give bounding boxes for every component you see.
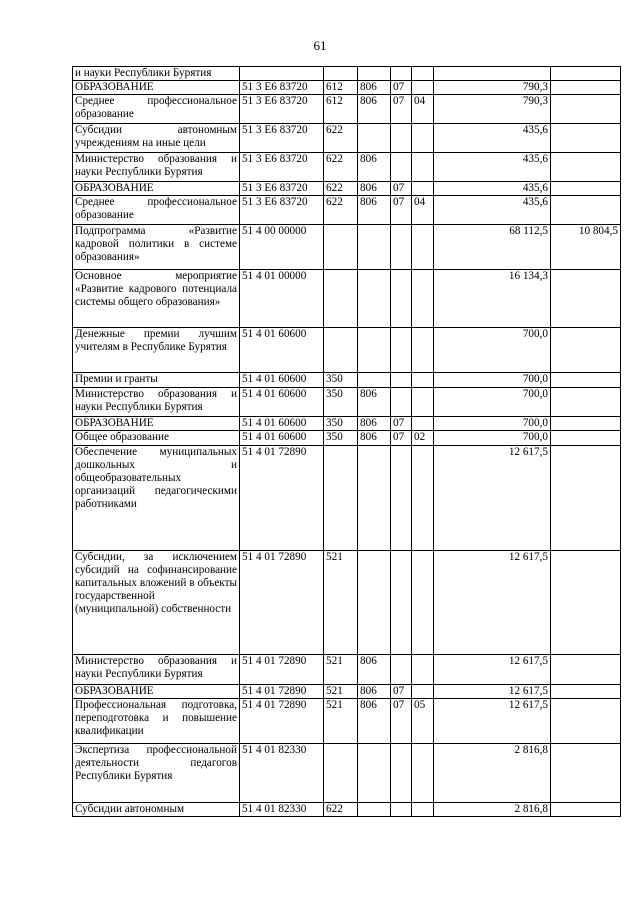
row-name-cell: Премии и гранты <box>73 373 240 388</box>
federal-amount-cell <box>551 699 621 744</box>
expense-type-cell: 612 <box>324 95 358 124</box>
target-article-cell: 51 4 01 72890 <box>240 685 324 699</box>
target-article-cell: 51 4 01 60600 <box>240 388 324 417</box>
table-row <box>73 95 621 124</box>
subsection-cell <box>412 67 434 81</box>
target-article-cell: 51 3 Е6 83720 <box>240 182 324 196</box>
target-article-cell <box>240 67 324 81</box>
expense-type-cell: 521 <box>324 655 358 685</box>
table-row <box>73 225 621 270</box>
amount-cell: 12 617,5 <box>434 551 551 655</box>
table-row <box>73 153 621 182</box>
main-manager-cell: 806 <box>358 196 391 225</box>
expense-type-cell: 521 <box>324 551 358 655</box>
section-cell: 07 <box>391 182 412 196</box>
section-cell <box>391 551 412 655</box>
federal-amount-cell <box>551 431 621 446</box>
amount-cell: 68 112,5 <box>434 225 551 270</box>
amount-cell: 12 617,5 <box>434 446 551 551</box>
federal-amount-cell <box>551 744 621 803</box>
amount-cell: 2 816,8 <box>434 744 551 803</box>
main-manager-cell: 806 <box>358 182 391 196</box>
expense-type-cell <box>324 446 358 551</box>
subsection-cell <box>412 551 434 655</box>
main-manager-cell <box>358 270 391 328</box>
subsection-cell <box>412 81 434 95</box>
federal-amount-cell <box>551 124 621 153</box>
row-name-cell: Среднее профессиональное образование <box>73 196 240 225</box>
section-cell <box>391 124 412 153</box>
row-name-cell: Обеспечение муниципальных дошкольных и общеобразовательных организаций педагогическими работниками <box>73 446 240 551</box>
row-name-cell: Общее образование <box>73 431 240 446</box>
main-manager-cell: 806 <box>358 655 391 685</box>
target-article-cell: 51 3 Е6 83720 <box>240 95 324 124</box>
table-row <box>73 744 621 803</box>
row-name-cell: Субсидии автономным <box>73 803 240 817</box>
target-article-cell: 51 4 01 72890 <box>240 699 324 744</box>
amount-cell: 2 816,8 <box>434 803 551 817</box>
section-cell: 07 <box>391 81 412 95</box>
amount-cell: 12 617,5 <box>434 699 551 744</box>
main-manager-cell: 806 <box>358 417 391 431</box>
section-cell <box>391 270 412 328</box>
subsection-cell <box>412 373 434 388</box>
table-row <box>73 67 621 81</box>
amount-cell: 700,0 <box>434 431 551 446</box>
row-name-cell: Экспертиза профессиональной деятельности педагогов Республики Бурятия <box>73 744 240 803</box>
section-cell: 07 <box>391 417 412 431</box>
expense-type-cell: 350 <box>324 431 358 446</box>
target-article-cell: 51 4 00 00000 <box>240 225 324 270</box>
table-row <box>73 388 621 417</box>
expense-type-cell: 350 <box>324 417 358 431</box>
subsection-cell <box>412 182 434 196</box>
target-article-cell: 51 4 01 60600 <box>240 417 324 431</box>
subsection-cell: 04 <box>412 196 434 225</box>
table-row <box>73 81 621 95</box>
federal-amount-cell <box>551 328 621 373</box>
federal-amount-cell <box>551 270 621 328</box>
subsection-cell <box>412 388 434 417</box>
federal-amount-cell <box>551 196 621 225</box>
expense-type-cell: 622 <box>324 196 358 225</box>
main-manager-cell: 806 <box>358 431 391 446</box>
table-row <box>73 182 621 196</box>
federal-amount-cell: 10 804,5 <box>551 225 621 270</box>
main-manager-cell <box>358 446 391 551</box>
federal-amount-cell <box>551 417 621 431</box>
expense-type-cell: 622 <box>324 803 358 817</box>
row-name-cell: Министерство образования и науки Республики Бурятия <box>73 655 240 685</box>
main-manager-cell <box>358 803 391 817</box>
subsection-cell: 02 <box>412 431 434 446</box>
target-article-cell: 51 4 01 82330 <box>240 803 324 817</box>
table-row <box>73 551 621 655</box>
row-name-cell: Подпрограмма «Развитие кадровой политики в системе образования» <box>73 225 240 270</box>
federal-amount-cell <box>551 446 621 551</box>
expense-type-cell: 350 <box>324 373 358 388</box>
section-cell <box>391 328 412 373</box>
expense-type-cell: 521 <box>324 685 358 699</box>
target-article-cell: 51 4 01 72890 <box>240 551 324 655</box>
subsection-cell <box>412 417 434 431</box>
subsection-cell <box>412 225 434 270</box>
table-row <box>73 685 621 699</box>
section-cell: 07 <box>391 685 412 699</box>
section-cell <box>391 388 412 417</box>
subsection-cell <box>412 803 434 817</box>
expense-type-cell <box>324 225 358 270</box>
subsection-cell <box>412 744 434 803</box>
table-row <box>73 446 621 551</box>
subsection-cell <box>412 446 434 551</box>
expense-type-cell: 622 <box>324 153 358 182</box>
main-manager-cell <box>358 551 391 655</box>
row-name-cell: Субсидии автономным учреждениям на иные цели <box>73 124 240 153</box>
target-article-cell: 51 4 01 60600 <box>240 373 324 388</box>
table-row <box>73 655 621 685</box>
table-row <box>73 431 621 446</box>
section-cell <box>391 744 412 803</box>
target-article-cell: 51 4 01 82330 <box>240 744 324 803</box>
table-row <box>73 124 621 153</box>
section-cell <box>391 803 412 817</box>
target-article-cell: 51 3 Е6 83720 <box>240 196 324 225</box>
section-cell: 07 <box>391 699 412 744</box>
budget-table <box>72 66 621 817</box>
section-cell <box>391 446 412 551</box>
table-row <box>73 373 621 388</box>
main-manager-cell <box>358 124 391 153</box>
expense-type-cell: 350 <box>324 388 358 417</box>
federal-amount-cell <box>551 95 621 124</box>
main-manager-cell <box>358 225 391 270</box>
main-manager-cell: 806 <box>358 685 391 699</box>
main-manager-cell <box>358 328 391 373</box>
table-row <box>73 270 621 328</box>
section-cell <box>391 655 412 685</box>
main-manager-cell: 806 <box>358 153 391 182</box>
amount-cell: 435,6 <box>434 196 551 225</box>
expense-type-cell: 622 <box>324 182 358 196</box>
amount-cell <box>434 67 551 81</box>
amount-cell: 12 617,5 <box>434 655 551 685</box>
expense-type-cell: 622 <box>324 124 358 153</box>
expense-type-cell <box>324 744 358 803</box>
expense-type-cell: 521 <box>324 699 358 744</box>
section-cell <box>391 153 412 182</box>
table-row <box>73 417 621 431</box>
target-article-cell: 51 3 Е6 83720 <box>240 153 324 182</box>
federal-amount-cell <box>551 685 621 699</box>
row-name-cell: ОБРАЗОВАНИЕ <box>73 685 240 699</box>
expense-type-cell <box>324 328 358 373</box>
main-manager-cell <box>358 67 391 81</box>
expense-type-cell <box>324 67 358 81</box>
federal-amount-cell <box>551 373 621 388</box>
row-name-cell: Основное мероприятие «Развитие кадрового потенциала системы общего образования» <box>73 270 240 328</box>
row-name-cell: Профессиональная подготовка, переподготовка и повышение квалификации <box>73 699 240 744</box>
target-article-cell: 51 4 01 00000 <box>240 270 324 328</box>
subsection-cell <box>412 124 434 153</box>
row-name-cell: Денежные премии лучшим учителям в Республике Бурятия <box>73 328 240 373</box>
table-row <box>73 699 621 744</box>
target-article-cell: 51 3 Е6 83720 <box>240 81 324 95</box>
subsection-cell <box>412 328 434 373</box>
expense-type-cell <box>324 270 358 328</box>
row-name-cell: Среднее профессиональное образование <box>73 95 240 124</box>
row-name-cell: ОБРАЗОВАНИЕ <box>73 182 240 196</box>
section-cell <box>391 225 412 270</box>
amount-cell: 700,0 <box>434 328 551 373</box>
amount-cell: 435,6 <box>434 153 551 182</box>
subsection-cell <box>412 685 434 699</box>
target-article-cell: 51 4 01 60600 <box>240 328 324 373</box>
main-manager-cell: 806 <box>358 699 391 744</box>
main-manager-cell: 806 <box>358 388 391 417</box>
row-name-cell: и науки Республики Бурятия <box>73 67 240 81</box>
federal-amount-cell <box>551 67 621 81</box>
amount-cell: 16 134,3 <box>434 270 551 328</box>
page-number: 61 <box>313 38 327 53</box>
section-cell <box>391 67 412 81</box>
federal-amount-cell <box>551 388 621 417</box>
federal-amount-cell <box>551 81 621 95</box>
federal-amount-cell <box>551 803 621 817</box>
amount-cell: 700,0 <box>434 388 551 417</box>
amount-cell: 700,0 <box>434 417 551 431</box>
federal-amount-cell <box>551 153 621 182</box>
table-row <box>73 196 621 225</box>
federal-amount-cell <box>551 551 621 655</box>
amount-cell: 435,6 <box>434 124 551 153</box>
subsection-cell <box>412 153 434 182</box>
amount-cell: 790,3 <box>434 81 551 95</box>
row-name-cell: ОБРАЗОВАНИЕ <box>73 417 240 431</box>
subsection-cell <box>412 270 434 328</box>
table-row <box>73 328 621 373</box>
amount-cell: 435,6 <box>434 182 551 196</box>
amount-cell: 790,3 <box>434 95 551 124</box>
section-cell <box>391 373 412 388</box>
federal-amount-cell <box>551 655 621 685</box>
table-row <box>73 803 621 817</box>
main-manager-cell: 806 <box>358 81 391 95</box>
main-manager-cell <box>358 744 391 803</box>
amount-cell: 12 617,5 <box>434 685 551 699</box>
target-article-cell: 51 4 01 60600 <box>240 431 324 446</box>
target-article-cell: 51 4 01 72890 <box>240 446 324 551</box>
row-name-cell: Субсидии, за исключением субсидий на софинансирование капитальных вложений в объекты государственной (муниципальной) собственности <box>73 551 240 655</box>
target-article-cell: 51 4 01 72890 <box>240 655 324 685</box>
expense-type-cell: 612 <box>324 81 358 95</box>
amount-cell: 700,0 <box>434 373 551 388</box>
federal-amount-cell <box>551 182 621 196</box>
section-cell: 07 <box>391 431 412 446</box>
main-manager-cell <box>358 373 391 388</box>
row-name-cell: Министерство образования и науки Республики Бурятия <box>73 388 240 417</box>
section-cell: 07 <box>391 196 412 225</box>
section-cell: 07 <box>391 95 412 124</box>
row-name-cell: ОБРАЗОВАНИЕ <box>73 81 240 95</box>
subsection-cell: 04 <box>412 95 434 124</box>
row-name-cell: Министерство образования и науки Республики Бурятия <box>73 153 240 182</box>
main-manager-cell: 806 <box>358 95 391 124</box>
target-article-cell: 51 3 Е6 83720 <box>240 124 324 153</box>
subsection-cell <box>412 655 434 685</box>
subsection-cell: 05 <box>412 699 434 744</box>
